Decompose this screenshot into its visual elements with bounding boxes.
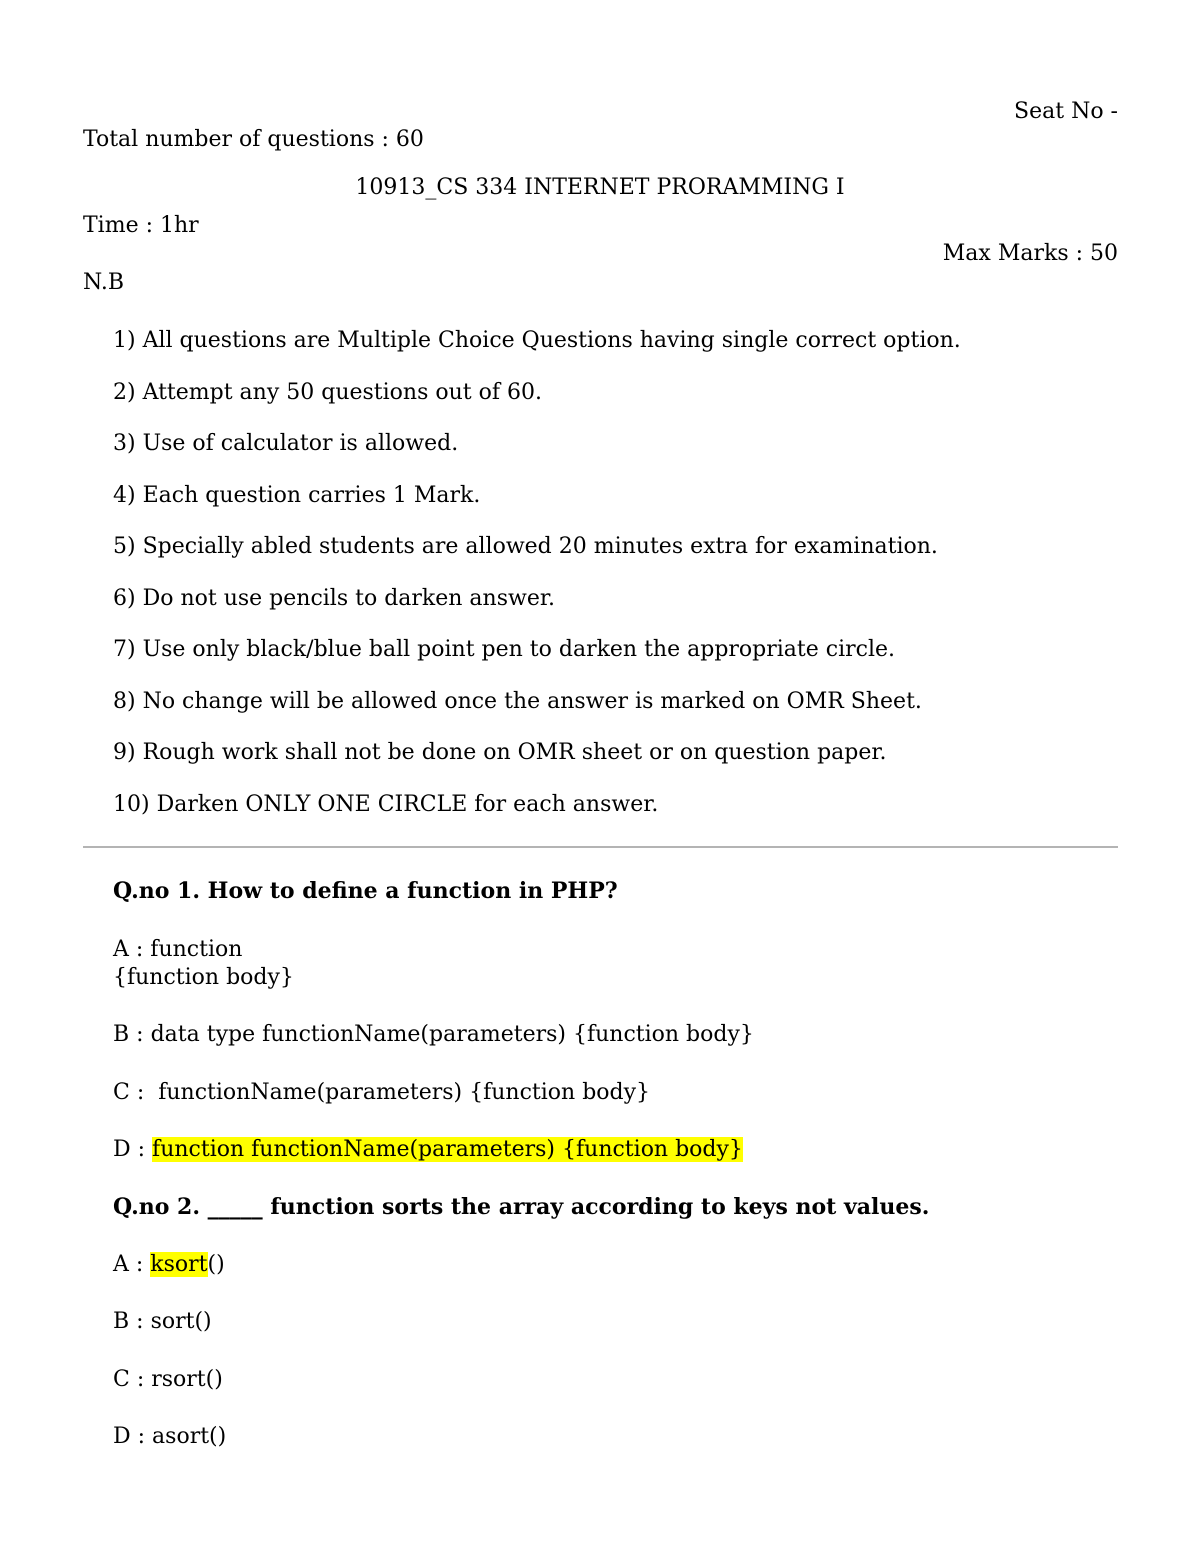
question-2-option-b [113,1308,212,1336]
option-text: data type functionName(parameters) {function body} [150,1022,754,1047]
option-prefix: C : [113,1367,152,1392]
instruction-item: 5) Specially abled students are allowed 20 minutes extra for examination. [113,534,938,559]
instruction-item: 2) Attempt any 50 questions out of 60. [113,379,542,405]
question-2-option-a [113,1251,225,1279]
time-label: Time : 1hr [83,213,199,238]
max-marks-label: Max Marks : 50 [942,241,1118,266]
instruction-item: 4) Each question carries 1 Mark. [113,482,481,508]
instruction-item: 6) Do not use pencils to darken answer. [113,585,555,611]
question-1-title: Q.no 1. How to define a function in PHP? [113,878,618,904]
option-text: functionName(parameters) {function body} [151,1080,651,1105]
total-questions-label: Total number of questions : 60 [83,127,424,152]
course-title: 10913_CS 334 INTERNET PRORAMMING I [355,175,845,200]
question-1-option-a [113,936,242,964]
section-divider [83,846,1118,848]
instruction-item: 8) No change will be allowed once the answer is marked on OMR Sheet. [113,688,922,714]
option-prefix: A : [113,937,151,962]
seat-number-label: Seat No - [1014,99,1118,124]
question-2-option-c [113,1366,223,1394]
instruction-item: 9) Rough work shall not be done on OMR sheet or on question paper. [113,740,887,765]
instruction-item: 1) All questions are Multiple Choice Questions having single correct option. [113,328,961,353]
option-text: function [150,937,243,962]
option-text-highlighted: function functionName(parameters) {function body} [152,1137,743,1162]
option-prefix: C : [113,1080,152,1105]
instruction-item: 3) Use of calculator is allowed. [113,431,459,456]
option-text: rsort() [151,1367,223,1392]
question-1-option-c [113,1079,650,1107]
instruction-item: 7) Use only black/blue ball point pen to darken the appropriate circle. [113,637,896,662]
question-2-option-d [113,1423,226,1451]
option-prefix: B : [113,1309,151,1334]
option-text: sort() [150,1309,212,1334]
option-text: () [207,1252,225,1277]
nota-bene-label: N.B [83,270,125,295]
instruction-item: 10) Darken ONLY ONE CIRCLE for each answer. [113,791,659,817]
question-1-option-b [113,1021,754,1049]
question-2-title: Q.no 2. _____ function sorts the array according to keys not values. [113,1194,930,1220]
option-prefix: D : [113,1137,153,1162]
option-prefix: A : [113,1252,151,1277]
option-prefix: B : [113,1022,151,1047]
option-prefix: D : [113,1424,153,1449]
option-text-highlighted: ksort [150,1252,208,1277]
question-1-option-d [113,1136,743,1164]
question-1-option-a-continued: {function body} [113,965,294,990]
option-text: asort() [152,1424,227,1449]
instructions-list [113,327,961,842]
